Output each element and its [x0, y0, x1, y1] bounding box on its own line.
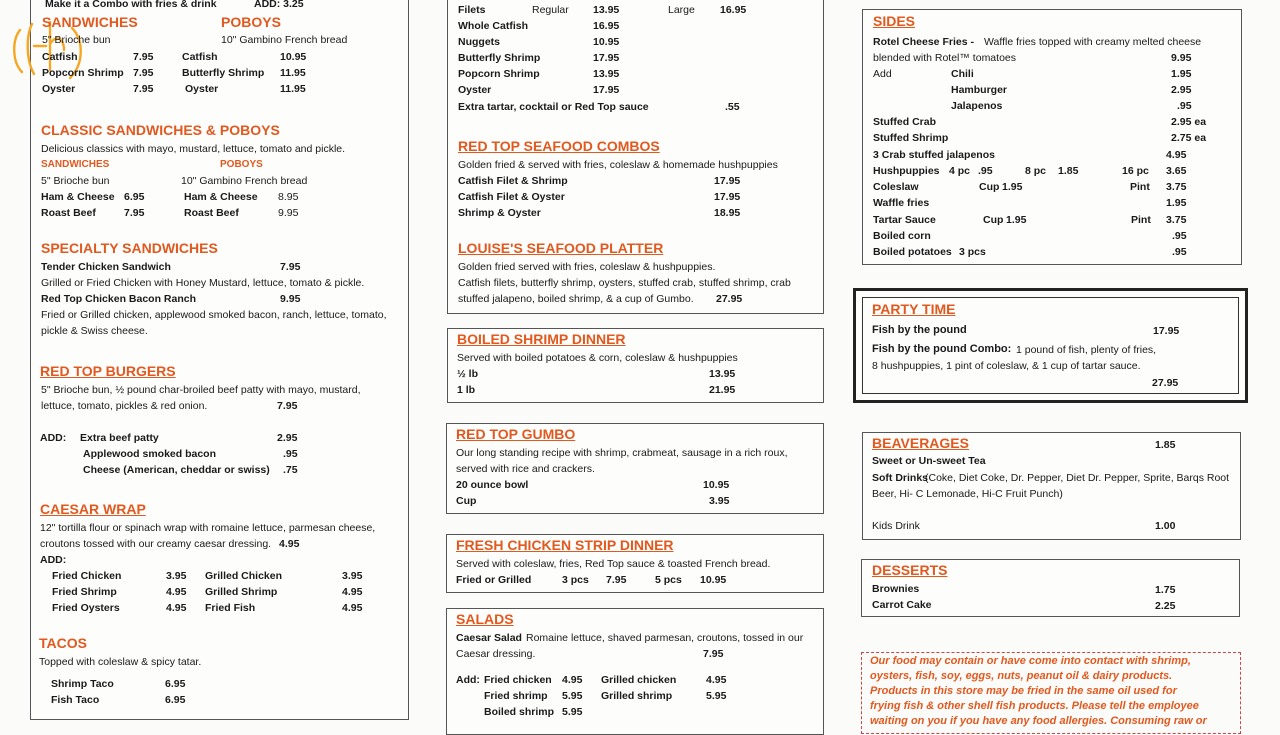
soft-drinks-desc: (Coke, Diet Coke, Dr. Pepper, Diet Dr. Pepper, Sprite, Barqs Root [925, 472, 1230, 484]
brioche-bun-note: 5" Brioche bun [41, 175, 110, 187]
addon-price: 2.95 [277, 432, 298, 444]
addon-price: 4.95 [562, 674, 583, 686]
classic-heading: CLASSIC SANDWICHES & POBOYS [41, 122, 280, 138]
addon-price: 3.95 [166, 570, 187, 582]
menu-item-name: Extra tartar, cocktail or Red Top sauce [458, 101, 649, 113]
french-bread-note: 10" Gambino French bread [181, 175, 308, 187]
menu-item-name: Roast Beef [184, 207, 239, 219]
menu-item-name: Catfish [182, 51, 218, 63]
menu-item-name: 20 ounce bowl [456, 479, 529, 491]
classic-poboys-subheading: POBOYS [220, 159, 263, 170]
menu-item-desc: Fried or Grilled chicken, applewood smoked bacon, ranch, lettuce, tomato, [41, 309, 387, 321]
caesar-wrap-heading: CAESAR WRAP [40, 501, 146, 517]
addon-name: Fried shrimp [484, 690, 548, 702]
filets-regular-price: 13.95 [593, 4, 620, 16]
menu-item-name: Waffle fries [873, 197, 930, 209]
platter-price: 27.95 [716, 293, 743, 305]
menu-item-name: Red Top Chicken Bacon Ranch [41, 293, 196, 305]
menu-item-price: 7.95 [124, 207, 145, 219]
soft-drinks-desc: Beer, Hi- C Lemonade, Hi-C Fruit Punch) [872, 488, 1063, 500]
menu-item-price: 9.95 [278, 207, 299, 219]
menu-item-price: 17.95 [593, 52, 620, 64]
filets-large-label: Large [668, 4, 695, 16]
menu-item-name: Butterfly Shrimp [182, 67, 265, 79]
addon-name: Extra beef patty [80, 432, 159, 444]
menu-item-name: Stuffed Shrimp [873, 132, 949, 144]
addon-price: .95 [1177, 100, 1192, 112]
menu-item-name: Popcorn Shrimp [42, 67, 124, 79]
tacos-desc: Topped with coleslaw & spicy tatar. [39, 656, 202, 668]
addon-name: Fried Fish [205, 602, 256, 614]
caesar-wrap-desc: croutons tossed with our creamy caesar dressing. [40, 538, 272, 550]
coleslaw-cup-price: 1.95 [1002, 181, 1023, 193]
addon-price: 5.95 [706, 690, 727, 702]
menu-item-price: 18.95 [714, 207, 741, 219]
menu-item-price: 17.95 [714, 191, 741, 203]
menu-item-name: Tender Chicken Sandwich [41, 261, 171, 273]
hushpuppies-16pc: 16 pc [1122, 165, 1149, 177]
boiled-shrimp-desc: Served with boiled potatoes & corn, coleslaw & hushpuppies [457, 352, 738, 364]
hushpuppies-8pc: 8 pc [1025, 165, 1047, 177]
menu-item-price: .55 [725, 101, 740, 113]
party-combo-price: 27.95 [1152, 377, 1179, 389]
combo-note: Make it a Combo with fries & drink [45, 0, 217, 10]
menu-item-name: Ham & Cheese [184, 191, 258, 203]
combos-heading: RED TOP SEAFOOD COMBOS [458, 138, 660, 154]
caesar-salad-price: 7.95 [703, 648, 724, 660]
beverages-price: 1.85 [1155, 439, 1176, 451]
addon-price: .75 [283, 464, 298, 476]
caesar-salad-name: Caesar Salad [456, 632, 522, 644]
specialty-heading: SPECIALTY SANDWICHES [41, 240, 218, 256]
rotel-fries-name: Rotel Cheese Fries - [873, 36, 974, 48]
menu-item-desc: Grilled or Fried Chicken with Honey Mustard, lettuce, tomato & pickle. [41, 277, 365, 289]
menu-item-name: Fish Taco [51, 694, 100, 706]
coleslaw-name: Coleslaw [873, 181, 919, 193]
chicken-strip-desc: Served with coleslaw, fries, Red Top sauce & toasted French bread. [456, 558, 771, 570]
desserts-heading: DESSERTS [872, 562, 948, 578]
menu-item-price: 13.95 [709, 368, 736, 380]
salads-heading: SALADS [456, 611, 514, 627]
hushpuppies-16pc-price: 3.65 [1166, 165, 1187, 177]
classic-sandwiches-subheading: SANDWICHES [41, 159, 110, 170]
allergen-line: frying fish & other shell fish products. Please tell the employee [870, 700, 1199, 712]
tartar-pint: Pint [1131, 214, 1151, 226]
addon-price: 4.95 [166, 602, 187, 614]
gumbo-heading: RED TOP GUMBO [456, 426, 576, 442]
french-bread-note: 10" Gambino French bread [221, 34, 348, 46]
addon-price: 1.95 [1171, 68, 1192, 80]
menu-item-price: 6.95 [165, 678, 186, 690]
menu-item-name: Oyster [458, 84, 492, 96]
sides-heading: SIDES [873, 13, 916, 29]
menu-item-price: 17.95 [714, 175, 741, 187]
menu-item-price: 2.75 ea [1171, 132, 1207, 144]
menu-item-name: 3 Crab stuffed jalapenos [873, 149, 995, 161]
menu-item-name: Whole Catfish [458, 20, 528, 32]
coleslaw-pint: Pint [1130, 181, 1150, 193]
allergen-notice [861, 652, 1241, 734]
tea-item: Sweet or Un-sweet Tea [872, 455, 986, 467]
addon-name: Grilled shrimp [601, 690, 673, 702]
chicken-strip-label: Fried or Grilled [456, 574, 532, 586]
add-label: ADD: [40, 432, 67, 444]
burger-price: 7.95 [277, 400, 298, 412]
platter-desc: Catfish filets, butterfly shrimp, oysters, stuffed crab, stuffed shrimp, crab [458, 277, 791, 289]
allergen-line: oysters, fish, soy, eggs, nuts, peanut oil & dairy products. [870, 670, 1173, 682]
menu-item-price: 1.95 [1166, 197, 1187, 209]
addon-price: 2.95 [1171, 84, 1192, 96]
addon-name: Fried chicken [484, 674, 552, 686]
menu-item-price: .95 [1172, 246, 1187, 258]
burgers-desc: lettuce, tomato, pickles & red onion. [41, 400, 208, 412]
menu-item-price: .95 [1172, 230, 1187, 242]
tartar-name: Tartar Sauce [873, 214, 936, 226]
addon-name: Chili [951, 68, 974, 80]
menu-item-name: Popcorn Shrimp [458, 68, 540, 80]
addon-name: Cheese (American, cheddar or swiss) [83, 464, 270, 476]
caesar-wrap-price: 4.95 [279, 538, 300, 550]
menu-item-price: 13.95 [593, 68, 620, 80]
menu-item-price: 17.95 [1153, 325, 1180, 337]
platter-desc: Golden fried served with fries, coleslaw & hushpuppies. [458, 261, 716, 273]
menu-item-name: Cup [456, 495, 477, 507]
menu-item-name: Butterfly Shrimp [458, 52, 541, 64]
allergen-line: Our food may contain or have come into contact with shrimp, [870, 655, 1191, 667]
boiled-shrimp-heading: BOILED SHRIMP DINNER [457, 331, 626, 347]
menu-item-name: ½ lb [457, 368, 479, 380]
menu-item-name: Oyster [185, 83, 219, 95]
filets-regular-label: Regular [532, 4, 569, 16]
addon-price: 5.95 [562, 690, 583, 702]
chicken-strip-3pc: 3 pcs [562, 574, 589, 586]
menu-item-price: 9.95 [280, 293, 301, 305]
menu-item-name: Catfish Filet & Oyster [458, 191, 565, 203]
addon-name: Fried Shrimp [52, 586, 117, 598]
party-time-heading: PARTY TIME [872, 301, 956, 317]
menu-item-price: 8.95 [278, 191, 299, 203]
addon-price: 3.95 [342, 570, 363, 582]
menu-item-name: Shrimp Taco [51, 678, 114, 690]
menu-item-name: Roast Beef [41, 207, 96, 219]
kids-drink-name: Kids Drink [872, 520, 920, 532]
addon-name: Jalapenos [951, 100, 1003, 112]
menu-item-price: 2.25 [1155, 600, 1176, 612]
gumbo-desc: Our long standing recipe with shrimp, crabmeat, sausage in a rich roux, [456, 447, 788, 459]
combo-add-price: ADD: 3.25 [254, 0, 304, 10]
menu-item-price: 17.95 [593, 84, 620, 96]
addon-name: Fried Oysters [52, 602, 120, 614]
addon-price: 4.95 [342, 586, 363, 598]
menu-item-price: 10.95 [280, 51, 307, 63]
gumbo-desc: served with rice and crackers. [456, 463, 595, 475]
menu-item-price: 10.95 [703, 479, 730, 491]
addon-name: Fried Chicken [52, 570, 122, 582]
menu-item-price: 7.95 [133, 51, 154, 63]
menu-item-price: 4.95 [1166, 149, 1187, 161]
menu-item-name: Brownies [872, 583, 920, 595]
hushpuppies-4pc: 4 pc [949, 165, 971, 177]
menu-item-desc: pickle & Swiss cheese. [41, 325, 148, 337]
addon-price: 5.95 [562, 706, 583, 718]
sandwiches-heading: SANDWICHES [42, 14, 138, 30]
menu-item-price: 11.95 [280, 83, 306, 95]
addon-price: 4.95 [342, 602, 363, 614]
rotel-fries-desc: blended with Rotel™ tomatoes [873, 52, 1016, 64]
filets-large-price: 16.95 [720, 4, 747, 16]
poboys-heading: POBOYS [221, 14, 281, 30]
menu-item-name: Boiled corn [873, 230, 931, 242]
tartar-cup: Cup [983, 214, 1004, 226]
menu-item-name: Nuggets [458, 36, 500, 48]
menu-item-name: Oyster [42, 83, 76, 95]
coleslaw-pint-price: 3.75 [1166, 181, 1187, 193]
hushpuppies-8pc-price: 1.85 [1058, 165, 1079, 177]
addon-name: Applewood smoked bacon [83, 448, 217, 460]
menu-item-name: Shrimp & Oyster [458, 207, 541, 219]
menu-item-name: Catfish [42, 51, 78, 63]
menu-item-name: Boiled potatoes [873, 246, 952, 258]
tartar-pint-price: 3.75 [1166, 214, 1187, 226]
menu-item-price: 10.95 [593, 36, 620, 48]
tartar-cup-price: 1.95 [1006, 214, 1027, 226]
classic-desc: Delicious classics with mayo, mustard, lettuce, tomato and pickle. [41, 143, 346, 155]
burgers-heading: RED TOP BURGERS [40, 363, 176, 379]
party-combo-desc: 1 pound of fish, plenty of fries, [1016, 344, 1157, 356]
party-combo-name: Fish by the pound Combo: [872, 343, 1012, 355]
menu-item-price: 7.95 [280, 261, 301, 273]
menu-item-name: Catfish Filet & Shrimp [458, 175, 568, 187]
allergen-line: waiting on you if you have any food allergies. Consuming raw or [870, 715, 1207, 727]
burgers-desc: 5" Brioche bun, ½ pound char-broiled beef patty with mayo, mustard, [41, 384, 361, 396]
caesar-wrap-desc: 12" tortilla flour or spinach wrap with romaine lettuce, parmesan cheese, [40, 522, 376, 534]
addon-name: Grilled Shrimp [205, 586, 278, 598]
addon-name: Hamburger [951, 84, 1008, 96]
menu-item-qty: 3 pcs [959, 246, 986, 258]
add-label: Add: [456, 674, 480, 686]
platter-heading: LOUISE'S SEAFOOD PLATTER [458, 240, 664, 256]
menu-item-price: 21.95 [709, 384, 736, 396]
menu-item-price: 7.95 [133, 83, 154, 95]
soft-drinks-name: Soft Drinks [872, 472, 929, 484]
menu-item-price: 7.95 [133, 67, 154, 79]
addon-price: 4.95 [706, 674, 727, 686]
menu-item-price: 2.95 ea [1171, 116, 1207, 128]
menu-item-price: 16.95 [593, 20, 620, 32]
menu-item-price: 6.95 [165, 694, 186, 706]
menu-item-name: Ham & Cheese [41, 191, 115, 203]
chicken-strip-5pc: 5 pcs [655, 574, 682, 586]
party-combo-desc: 8 hushpuppies, 1 pint of coleslaw, & 1 cup of tartar sauce. [872, 360, 1141, 372]
caesar-salad-desc: Romaine lettuce, shaved parmesan, croutons, tossed in our [526, 632, 804, 644]
allergen-line: Products in this store may be fried in the same oil used for [870, 685, 1177, 697]
menu-item-price: 11.95 [280, 67, 306, 79]
menu-item-price: 1.75 [1155, 584, 1176, 596]
caesar-salad-desc: Caesar dressing. [456, 648, 536, 660]
menu-item-name: 1 lb [457, 384, 476, 396]
menu-item-name: Fish by the pound [872, 324, 967, 336]
chicken-strip-heading: FRESH CHICKEN STRIP DINNER [456, 537, 674, 553]
addon-price: 4.95 [166, 586, 187, 598]
coleslaw-cup: Cup [979, 181, 1000, 193]
hushpuppies-name: Hushpuppies [873, 165, 940, 177]
kids-drink-price: 1.00 [1155, 520, 1176, 532]
addon-name: Boiled shrimp [484, 706, 555, 718]
addon-name: Grilled chicken [601, 674, 677, 686]
combos-desc: Golden fried & served with fries, coleslaw & homemade hushpuppies [458, 159, 778, 171]
brioche-bun-note: 5" Brioche bun [42, 34, 111, 46]
platter-desc: stuffed jalapeno, boiled shrimp, & a cup of Gumbo. [458, 293, 694, 305]
addon-name: Grilled Chicken [205, 570, 283, 582]
rotel-fries-price: 9.95 [1171, 52, 1192, 64]
chicken-strip-5pc-price: 10.95 [700, 574, 727, 586]
menu-item-price: 6.95 [124, 191, 145, 203]
tacos-heading: TACOS [39, 635, 87, 651]
beverages-heading: BEAVERAGES [872, 435, 969, 451]
menu-item-price: 3.95 [709, 495, 730, 507]
menu-item-name: Carrot Cake [872, 599, 932, 611]
chicken-strip-3pc-price: 7.95 [606, 574, 627, 586]
add-label: ADD: [40, 554, 67, 566]
rotel-fries-desc: Waffle fries topped with creamy melted cheese [984, 36, 1202, 48]
add-label: Add [873, 68, 892, 80]
hushpuppies-4pc-price: .95 [978, 165, 993, 177]
addon-price: .95 [283, 448, 298, 460]
menu-item-name: Stuffed Crab [873, 116, 936, 128]
filets-label: Filets [458, 4, 486, 16]
